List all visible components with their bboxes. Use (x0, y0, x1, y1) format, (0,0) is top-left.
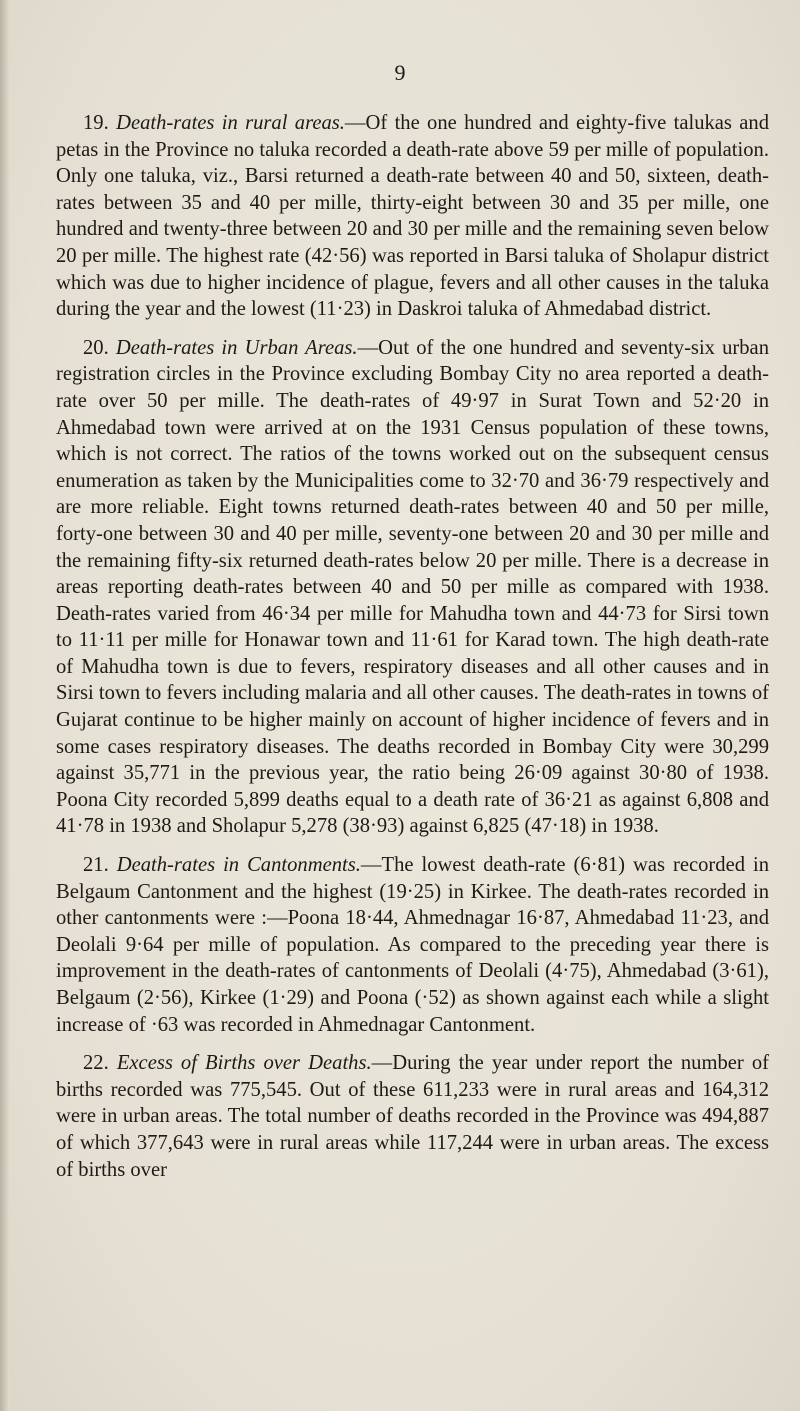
page-left-edge-shadow (0, 0, 10, 1411)
paragraph-21 (56, 852, 769, 1038)
paragraph-19 (56, 110, 769, 323)
paragraph-text: —Out of the one hundred and seventy-six urban registration circles in the Province excluding Bombay City no area reported a death-rate over 50 per mille. The death-rates of 49·97 in Surat Town and 52·20 in Ahmedabad town were arrived at on the 1931 Census population of these towns, which is not correct. The ratios of the towns worked out on the subsequent census enumeration as taken by the Municipalities come to 32·70 and 36·79 respectively and are more reliable. Eight towns returned death-rates between 40 and 50 per mille, forty-one between 30 and 40 per mille, seventy-one between 20 and 30 per mille and the remaining fifty-six returned death-rates below 20 per mille. There is a decrease in areas reporting death-rates between 40 and 50 per mille as compared with 1938. Death-rates varied from 46·34 per mille for Mahudha town and 44·73 for Sirsi town to 11·11 per mille for Honawar town and 11·61 for Karad town. The high death-rate of Mahudha town is due to fevers, respiratory diseases and all other causes and in Sirsi town to fevers including malaria and all other causes. The death-rates in towns of Gujarat continue to be higher mainly on account of higher incidence of fevers and in some cases respiratory diseases. The deaths recorded in Bombay City were 30,299 against 35,771 in the previous year, the ratio being 26·09 against 30·80 of 1938. Poona City recorded 5,899 deaths equal to a death rate of 36·21 as against 6,808 and 41·78 in 1938 and Sholapur 5,278 (38·93) against 6,825 (47·18) in 1938. (56, 336, 769, 838)
paragraph-22 (56, 1050, 769, 1183)
paragraph-20 (56, 335, 769, 840)
paragraph-text: —Of the one hundred and eighty-five talukas and petas in the Province no taluka recorded a death-rate above 59 per mille of population. Only one taluka, viz., Barsi returned a death-rate between 40 and 50, sixteen, death-rates between 35 and 40 per mille, thirty-eight between 30 and 35 per mille, one hundred and twenty-three between 20 and 30 per mille and the remaining seven below 20 per mille. The highest rate (42·56) was reported in Barsi taluka of Sholapur district which was due to higher incidence of plague, fevers and all other causes in the taluka during the year and the lowest (11·23) in Daskroi taluka of Ahmedabad district. (56, 112, 770, 321)
report-body (56, 110, 769, 1195)
paragraph-heading: Death-rates in Cantonments. (116, 854, 361, 877)
paragraph-number: 19. (83, 112, 109, 134)
paragraph-number: 20. (83, 336, 109, 359)
paragraph-text: —The lowest death-rate (6·81) was recorded in Belgaum Cantonment and the highest (19·25) in Kirkee. The death-rates recorded in other cantonments were :—Poona 18·44, Ahmednagar 16·87, Ahmedabad 11·23, and Deolali 9·64 per mille of population. As compared to the preceding year there is improvement in the death-rates of cantonments of Deolali (4·75), Ahmedabad (3·61), Belgaum (2·56), Kirkee (1·29) and Poona (·52) as shown against each while a slight increase of ·63 was recorded in Ahmednagar Cantonment. (56, 854, 770, 1036)
paragraph-heading: Death-rates in rural areas. (116, 112, 345, 134)
paragraph-number: 22. (83, 1052, 109, 1075)
paragraph-text: —During the year under report the number of births recorded was 775,545. Out of these 611,233 were in rural areas and 164,312 were in urban areas. The total number of deaths recorded in the Province was 494,887 of which 377,643 were in rural areas while 117,244 were in urban areas. The excess of births over (56, 1052, 769, 1181)
paragraph-number: 21. (83, 854, 109, 877)
paragraph-heading: Death-rates in Urban Areas. (115, 336, 358, 359)
paragraph-heading: Excess of Births over Deaths. (116, 1052, 372, 1075)
page-number: 9 (394, 60, 406, 85)
